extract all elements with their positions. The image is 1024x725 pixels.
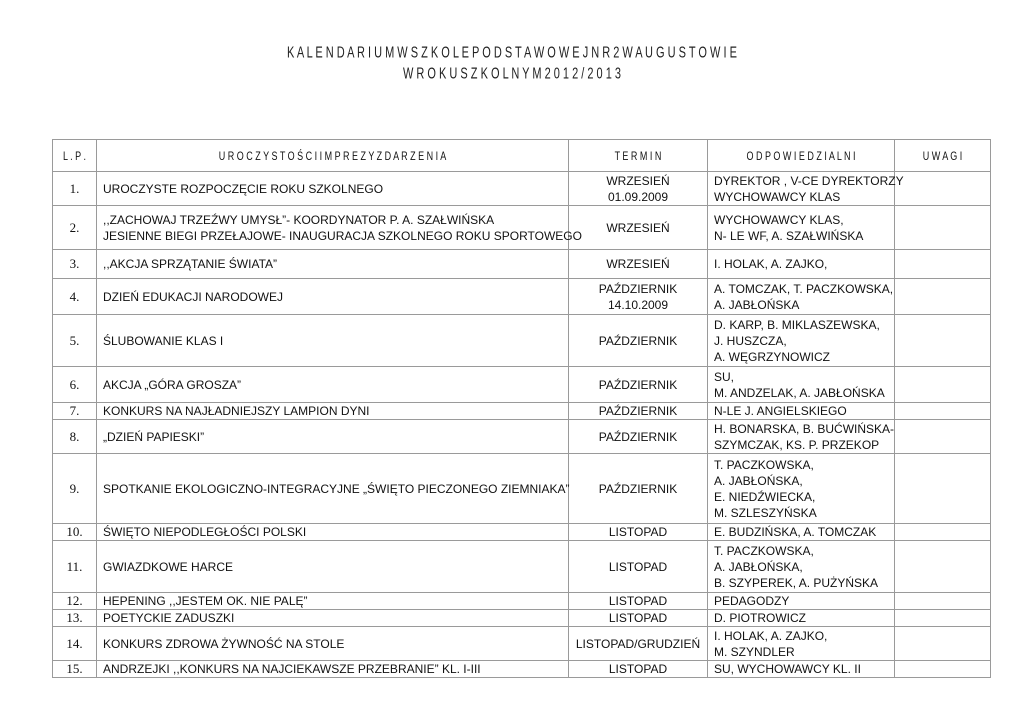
- cell-term-line: LISTOPAD: [608, 611, 668, 625]
- cell-event-line: POETYCKIE ZADUSZKI: [103, 611, 235, 625]
- cell-notes: [895, 315, 991, 367]
- cell-term-line: PAŹDZIERNIK: [598, 481, 678, 496]
- cell-responsible-line: A. TOMCZAK, T. PACZKOWSKA,: [714, 281, 894, 296]
- table-header-row: [53, 140, 991, 172]
- cell-event: [97, 172, 569, 206]
- cell-notes: [895, 454, 991, 524]
- column-header-responsible: O D P O W I E D Z I A L N I: [708, 140, 895, 172]
- cell-responsible: [708, 279, 895, 315]
- cell-lp: 14.: [53, 627, 97, 661]
- cell-responsible-line: B. SZYPEREK, A. PUŻYŃSKA: [714, 575, 879, 590]
- cell-term-line: WRZESIEŃ: [606, 257, 670, 271]
- cell-event: [97, 206, 582, 250]
- table-row: [53, 367, 991, 403]
- cell-responsible-line: D. KARP, B. MIKLASZEWSKA,: [714, 317, 880, 332]
- cell-term-line: PAŹDZIERNIK: [598, 429, 678, 444]
- cell-event-line: ANDRZEJKI ,,KONKURS NA NAJCIEKAWSZE PRZEBRANIE” KL. I-III: [103, 662, 481, 676]
- cell-lp: 4.: [53, 279, 97, 315]
- document-title-line-2: W R O K U S Z K O L N Y M 2 0 1 2 / 2 0 1 3: [402, 65, 622, 83]
- cell-responsible-line: SU,: [714, 369, 735, 384]
- column-header-term: T E R M I N: [569, 140, 708, 172]
- cell-event: [97, 610, 569, 627]
- cell-event: [97, 420, 569, 454]
- cell-term-line: LISTOPAD/GRUDZIEŃ: [575, 636, 701, 651]
- table-row: [53, 279, 991, 315]
- cell-term: [569, 315, 708, 367]
- cell-event-line: UROCZYSTE ROZPOCZĘCIE ROKU SZKOLNEGO: [103, 181, 384, 196]
- cell-term-line: 14.10.2009: [607, 297, 669, 312]
- cell-lp: 3.: [53, 250, 97, 279]
- document-title-line-1: K A L E N D A R I U M W S Z K O L E P O D S T A W O W E J N R 2 W A U G U S T O W I E: [287, 44, 737, 62]
- cell-responsible-line: T. PACZKOWSKA,: [714, 457, 814, 472]
- cell-term-line: LISTOPAD: [608, 662, 668, 676]
- cell-responsible-line: A. WĘGRZYNOWICZ: [714, 349, 830, 364]
- cell-responsible: [708, 541, 895, 593]
- cell-term: [569, 541, 708, 593]
- cell-term-line: PAŹDZIERNIK: [598, 377, 678, 392]
- cell-responsible-line: E. NIEDŹWIECKA,: [714, 489, 816, 504]
- cell-term: [569, 420, 708, 454]
- table-body: [53, 172, 991, 678]
- cell-notes: [895, 610, 991, 627]
- cell-responsible: [708, 627, 895, 661]
- cell-term-line: PAŹDZIERNIK: [598, 404, 678, 418]
- cell-responsible: [708, 403, 895, 420]
- cell-responsible: [708, 206, 895, 250]
- cell-event: [97, 541, 569, 593]
- cell-term: [569, 627, 708, 661]
- cell-event: [97, 661, 569, 678]
- cell-event: [97, 627, 569, 661]
- cell-lp: 11.: [53, 541, 97, 593]
- cell-notes: [895, 250, 991, 279]
- cell-lp: 7.: [53, 403, 97, 420]
- cell-term-line: LISTOPAD: [608, 559, 668, 574]
- cell-responsible-line: DYREKTOR , V-CE DYREKTORZY: [714, 173, 904, 188]
- cell-event-line: „DZIEŃ PAPIESKI”: [103, 429, 205, 444]
- cell-event-line: GWIAZDKOWE HARCE: [103, 559, 234, 574]
- cell-lp: 5.: [53, 315, 97, 367]
- table-row: [53, 172, 991, 206]
- cell-event-line: KONKURS NA NAJŁADNIEJSZY LAMPION DYNI: [103, 404, 370, 418]
- cell-responsible: [708, 250, 895, 279]
- cell-event: [97, 403, 569, 420]
- cell-responsible: [708, 172, 904, 206]
- cell-notes: [895, 206, 991, 250]
- cell-term: [569, 403, 708, 420]
- cell-lp: 15.: [53, 661, 97, 678]
- table-row: [53, 524, 991, 541]
- cell-lp: 2.: [53, 206, 97, 250]
- table-row: [53, 610, 991, 627]
- table-row: [53, 420, 991, 454]
- cell-responsible-line: T. PACZKOWSKA,: [714, 543, 814, 558]
- cell-lp: 12.: [53, 593, 97, 610]
- cell-term: [569, 524, 708, 541]
- cell-responsible-line: N- LE WF, A. SZAŁWIŃSKA: [714, 228, 864, 243]
- cell-term-line: PAŹDZIERNIK: [598, 333, 678, 348]
- cell-term: [569, 610, 708, 627]
- cell-term-line: WRZESIEŃ 01.09.2009: [606, 173, 670, 204]
- cell-responsible-line: A. JABŁOŃSKA,: [714, 473, 803, 488]
- cell-notes: [895, 367, 991, 403]
- cell-term-line: WRZESIEŃ: [606, 220, 670, 235]
- cell-lp: 6.: [53, 367, 97, 403]
- cell-event: [97, 279, 569, 315]
- cell-event-line: ,,AKCJA SPRZĄTANIE ŚWIATA”: [103, 257, 278, 271]
- cell-event-line: JESIENNE BIEGI PRZEŁAJOWE- INAUGURACJA SZKOLNEGO ROKU SPORTOWEGO: [103, 228, 582, 243]
- cell-lp: 1.: [53, 172, 97, 206]
- cell-lp: 10.: [53, 524, 97, 541]
- cell-event-line: KONKURS ZDROWA ŻYWNOŚĆ NA STOLE: [103, 636, 345, 651]
- table-row: [53, 627, 991, 661]
- cell-term: [569, 661, 708, 678]
- cell-notes: [895, 541, 991, 593]
- table-row: [53, 315, 991, 367]
- cell-notes: [895, 524, 991, 541]
- cell-responsible-line: E. BUDZIŃSKA, A. TOMCZAK: [714, 525, 877, 539]
- cell-notes: [895, 627, 991, 661]
- cell-responsible: [708, 367, 895, 403]
- column-header-event: U R O C Z Y S T O Ś C I I M P R E Z Y Z D A R Z E N I A: [97, 140, 569, 172]
- cell-term: [569, 250, 708, 279]
- column-header-lp: L . P .: [53, 140, 97, 172]
- cell-responsible-line: M. ANDZELAK, A. JABŁOŃSKA: [714, 385, 885, 400]
- cell-event-line: SPOTKANIE EKOLOGICZNO-INTEGRACYJNE „ŚWIĘTO PIECZONEGO ZIEMNIAKA”: [103, 481, 570, 496]
- cell-event: [97, 454, 569, 524]
- cell-term-line: LISTOPAD: [608, 525, 668, 539]
- cell-event-line: HEPENING ,,JESTEM OK. NIE PALĘ”: [103, 594, 308, 608]
- cell-responsible-line: A. JABŁOŃSKA,: [714, 559, 803, 574]
- cell-responsible-line: PEDAGODZY: [714, 594, 790, 608]
- cell-event-line: DZIEŃ EDUKACJI NARODOWEJ: [103, 289, 284, 304]
- cell-responsible-line: SU, WYCHOWAWCY KL. II: [714, 662, 861, 676]
- column-header-notes: U W A G I: [895, 140, 991, 172]
- cell-responsible-line: I. HOLAK, A. ZAJKO,: [714, 628, 828, 643]
- cell-event-line: ,,ZACHOWAJ TRZEŹWY UMYSŁ”- KOORDYNATOR P. A. SZAŁWIŃSKA: [103, 212, 495, 227]
- cell-responsible-line: A. JABŁOŃSKA: [714, 297, 800, 312]
- cell-term: [569, 279, 708, 315]
- cell-event: [97, 315, 569, 367]
- cell-lp: 9.: [53, 454, 97, 524]
- cell-responsible: [708, 593, 895, 610]
- table-row: [53, 593, 991, 610]
- cell-responsible-line: J. HUSZCZA,: [714, 333, 787, 348]
- cell-lp: 13.: [53, 610, 97, 627]
- cell-responsible: [708, 454, 895, 524]
- cell-responsible-line: N-LE J. ANGIELSKIEGO: [714, 404, 847, 418]
- table-row: [53, 250, 991, 279]
- cell-responsible: [708, 661, 895, 678]
- table-row: [53, 403, 991, 420]
- cell-event: [97, 367, 569, 403]
- cell-responsible-line: M. SZLESZYŃSKA: [714, 505, 817, 520]
- table-row: [53, 454, 991, 524]
- cell-event: [97, 524, 569, 541]
- cell-responsible-line: D. PIOTROWICZ: [714, 611, 806, 625]
- cell-responsible-line: M. SZYNDLER: [714, 644, 795, 659]
- cell-responsible-line: WYCHOWAWCY KLAS: [714, 189, 841, 204]
- table-row: [53, 661, 991, 678]
- cell-notes: [895, 172, 991, 206]
- cell-term: [569, 172, 708, 206]
- cell-event-line: AKCJA „GÓRA GROSZA”: [103, 377, 242, 392]
- cell-responsible-line: H. BONARSKA, B. BUĆWIŃSKA-: [714, 421, 895, 436]
- cell-event-line: ŚWIĘTO NIEPODLEGŁOŚCI POLSKI: [103, 525, 307, 539]
- cell-lp: 8.: [53, 420, 97, 454]
- cell-responsible-line: WYCHOWAWCY KLAS,: [714, 212, 844, 227]
- cell-term: [569, 367, 708, 403]
- cell-event: [97, 250, 569, 279]
- table-row: [53, 541, 991, 593]
- cell-notes: [895, 403, 991, 420]
- cell-term: [569, 454, 708, 524]
- cell-event: [97, 593, 569, 610]
- cell-notes: [895, 279, 991, 315]
- cell-notes: [895, 593, 991, 610]
- cell-term: [569, 593, 708, 610]
- cell-notes: [895, 420, 991, 454]
- calendar-table: [52, 139, 991, 678]
- cell-term: [569, 206, 708, 250]
- cell-responsible: [708, 524, 895, 541]
- cell-responsible: [708, 610, 895, 627]
- cell-notes: [895, 661, 991, 678]
- cell-responsible-line: I. HOLAK, A. ZAJKO,: [714, 257, 828, 271]
- table-row: [53, 206, 991, 250]
- cell-responsible: [708, 420, 895, 454]
- cell-term-line: PAŹDZIERNIK: [598, 281, 678, 296]
- cell-responsible-line: SZYMCZAK, KS. P. PRZEKOP: [714, 437, 880, 452]
- cell-event-line: ŚLUBOWANIE KLAS I: [103, 333, 224, 348]
- cell-responsible: [708, 315, 895, 367]
- cell-term-line: LISTOPAD: [608, 594, 668, 608]
